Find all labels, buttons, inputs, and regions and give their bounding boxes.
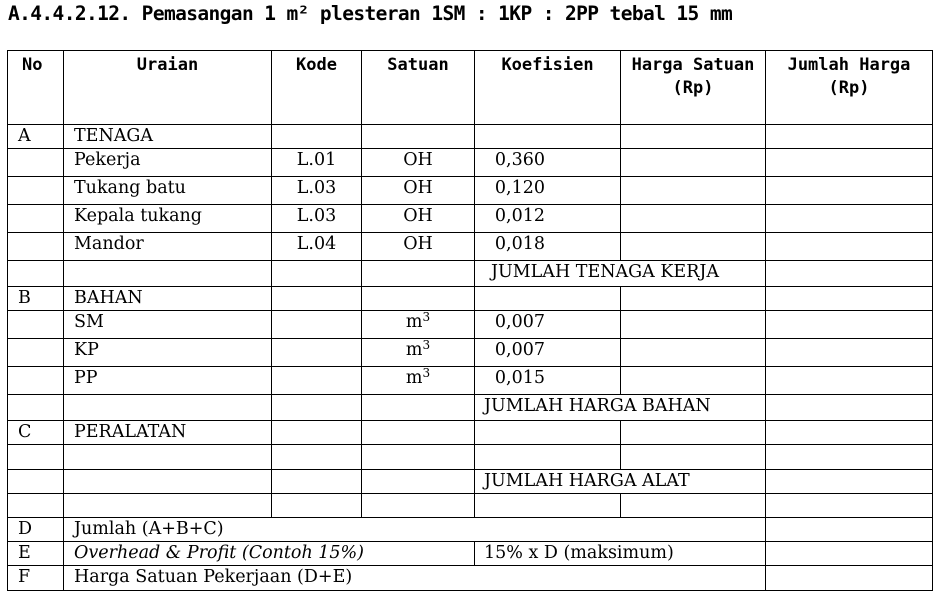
section-label: PERALATAN (64, 421, 272, 445)
satuan-cell: OH (362, 205, 475, 233)
total-alat-label: JUMLAH HARGA ALAT (475, 470, 766, 494)
table-row (8, 149, 933, 177)
uraian-cell: KP (64, 339, 272, 367)
koefisien-cell: 0,018 (494, 234, 545, 254)
table-row (8, 445, 933, 470)
total-tenaga-label: JUMLAH TENAGA KERJA (475, 261, 766, 287)
header-harga-satuan: Harga Satuan (Rp) (621, 51, 766, 125)
uraian-cell: PP (64, 367, 272, 395)
row-no: D (8, 518, 64, 542)
row-no: C (8, 421, 64, 445)
row-no: E (8, 542, 64, 566)
row-no: B (8, 287, 64, 311)
koefisien-cell: 0,007 (494, 312, 545, 332)
kode-cell: L.03 (272, 177, 362, 205)
header-koefisien: Koefisien (475, 51, 621, 125)
table-row (8, 233, 933, 261)
satuan-cell: $m^3$ (362, 367, 475, 395)
summary-row-f (8, 566, 933, 591)
table-row (8, 494, 933, 518)
uraian-cell: Pekerja (64, 149, 272, 177)
section-label: BAHAN (64, 287, 272, 311)
summary-e-label: Overhead & Profit (Contoh 15%) (64, 542, 475, 566)
summary-row-e (8, 542, 933, 566)
row-no: A (8, 125, 64, 149)
table-row (8, 177, 933, 205)
header-satuan: Satuan (362, 51, 475, 125)
uraian-cell: Tukang batu (64, 177, 272, 205)
koefisien-cell: 0,007 (494, 340, 545, 360)
total-row-a (8, 261, 933, 287)
ahsp-table (7, 50, 933, 591)
table-row (8, 339, 933, 367)
summary-row-d (8, 518, 933, 542)
total-row-c (8, 470, 933, 494)
header-kode: Kode (272, 51, 362, 125)
total-row-b (8, 395, 933, 421)
satuan-cell: $m^3$ (362, 311, 475, 339)
uraian-cell: SM (64, 311, 272, 339)
uraian-cell: Kepala tukang (64, 205, 272, 233)
section-label: TENAGA (64, 125, 272, 149)
summary-d-label: Jumlah (A+B+C) (64, 518, 766, 542)
satuan-cell: $m^3$ (362, 339, 475, 367)
section-row-b (8, 287, 933, 311)
koefisien-cell: 0,015 (494, 368, 545, 388)
koefisien-cell: 0,012 (494, 206, 545, 226)
header-no: No (8, 51, 64, 125)
table-row (8, 205, 933, 233)
header-row (8, 51, 933, 125)
satuan-cell: OH (362, 233, 475, 261)
total-bahan-label: JUMLAH HARGA BAHAN (475, 395, 766, 421)
koefisien-cell: 0,360 (494, 150, 545, 170)
section-row-a (8, 125, 933, 149)
kode-cell: L.03 (272, 205, 362, 233)
header-jumlah-harga: Jumlah Harga (Rp) (766, 51, 933, 125)
satuan-cell: OH (362, 177, 475, 205)
header-uraian: Uraian (64, 51, 272, 125)
table-row (8, 311, 933, 339)
kode-cell: L.04 (272, 233, 362, 261)
kode-cell: L.01 (272, 149, 362, 177)
table-row (8, 367, 933, 395)
summary-f-label: Harga Satuan Pekerjaan (D+E) (64, 566, 766, 591)
koefisien-cell: 0,120 (494, 178, 545, 198)
uraian-cell: Mandor (64, 233, 272, 261)
section-row-c (8, 421, 933, 445)
summary-e-value: 15% x D (maksimum) (475, 542, 766, 566)
row-no: F (8, 566, 64, 591)
page-title: A.4.4.2.12. Pemasangan 1 m² plesteran 1SM : 1KP : 2PP tebal 15 mm (8, 2, 733, 25)
satuan-cell: OH (362, 149, 475, 177)
